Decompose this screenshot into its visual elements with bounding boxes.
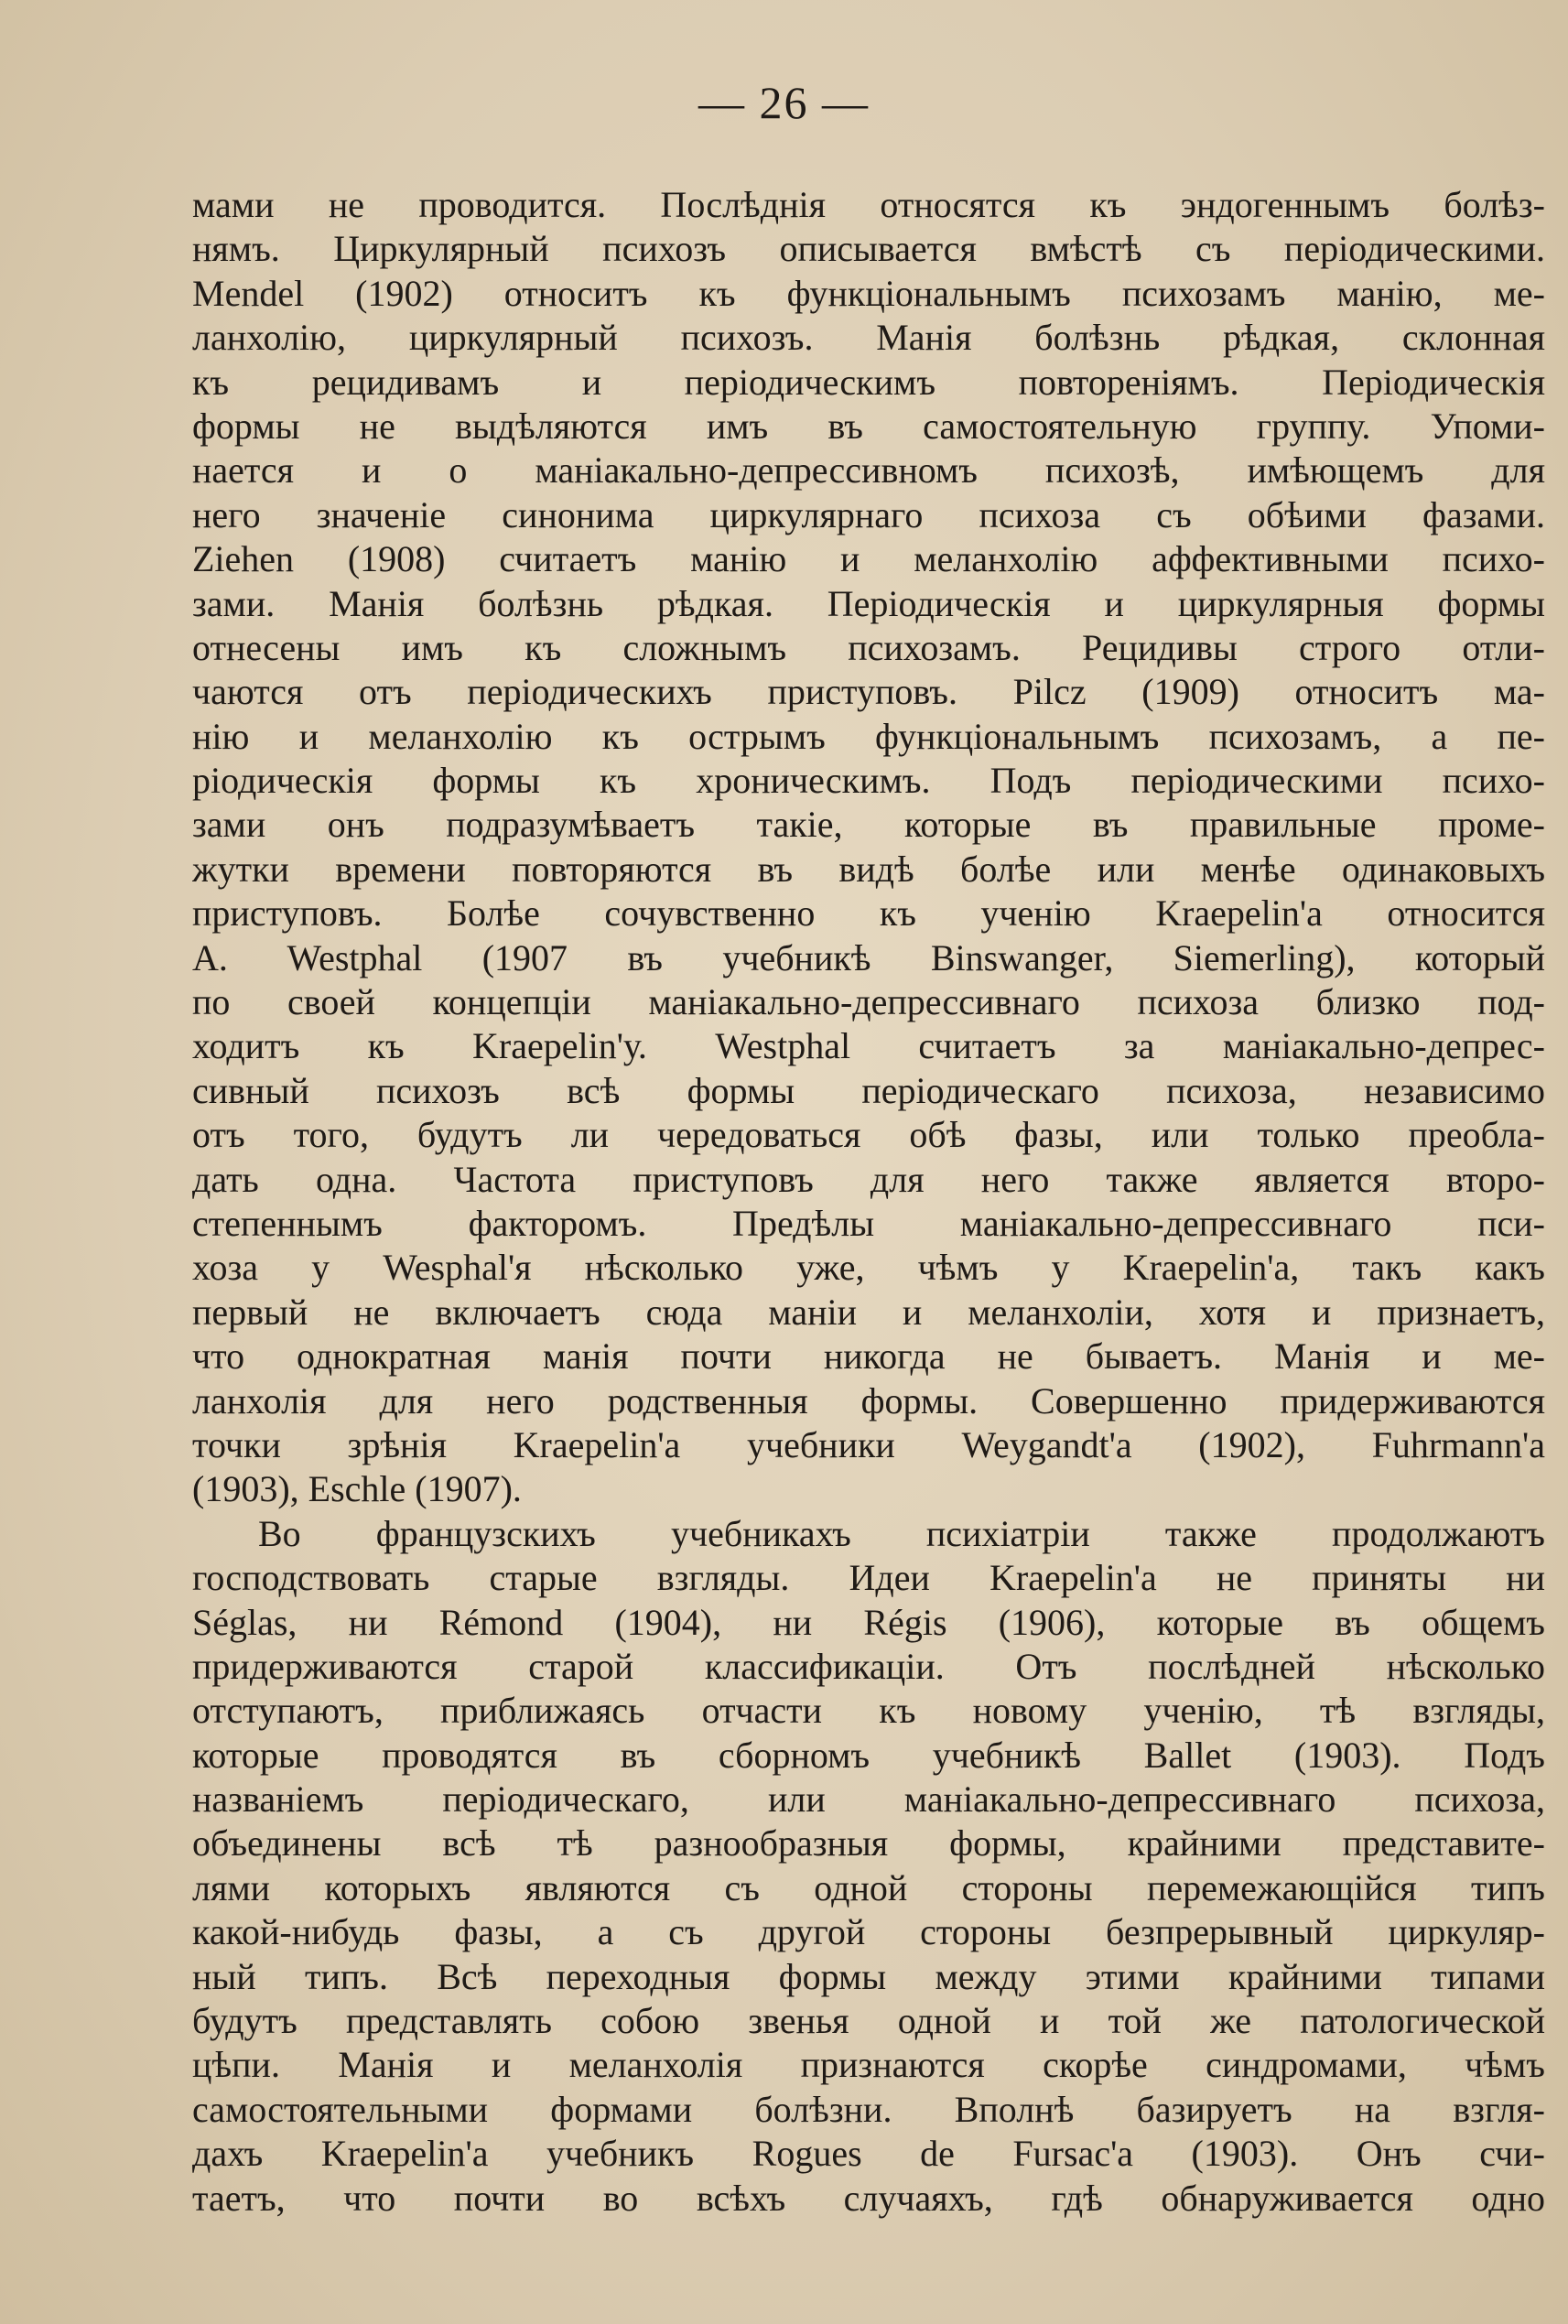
text-line: нается и о маніакально-депрессивномъ психозѣ, имѣющемъ для <box>192 449 1545 492</box>
text-line: дахъ Kraepelin'а учебникъ Rogues de Fursac'а (1903). Онъ счи- <box>192 2133 1545 2175</box>
text-line: Ziehen (1908) считаетъ манію и меланхолію аффективными психо- <box>192 538 1545 580</box>
text-line: мами не проводится. Послѣднія относятся къ эндогеннымъ болѣз- <box>192 184 1545 225</box>
text-line: ріодическія формы къ хроническимъ. Подъ періодическими психо- <box>192 760 1545 802</box>
text-line: него значеніе синонима циркулярнаго психоза съ обѣими фазами. <box>192 493 1545 535</box>
text-line: лями которыхъ являются съ одной стороны перемежающійся типъ <box>192 1866 1545 1908</box>
text-line: ланхолію, циркулярный психозъ. Манія болѣзнь рѣдкая, склонная <box>192 317 1545 359</box>
text-line: ный типъ. Всѣ переходныя формы между этими крайними типами <box>192 1955 1545 1997</box>
text-line: чаются отъ періодическихъ приступовъ. Pilcz (1909) относитъ ма- <box>192 671 1545 713</box>
text-line: объединены всѣ тѣ разнообразныя формы, крайними представите- <box>192 1822 1545 1865</box>
text-line: названіемъ періодическаго, или маніакально-депрессивнаго психоза, <box>192 1778 1545 1821</box>
text-line: придерживаются старой классификаціи. Отъ послѣдней нѣсколько <box>192 1645 1545 1687</box>
text-line: какой-нибудь фазы, а съ другой стороны безпрерывный циркуляр- <box>192 1911 1545 1953</box>
text-line: Во французскихъ учебникахъ психіатріи также продолжаютъ <box>258 1512 1545 1554</box>
text-line: къ рецидивамъ и періодическимъ повтореніямъ. Періодическія <box>192 361 1545 403</box>
text-line: зами. Манія болѣзнь рѣдкая. Періодическія и циркулярныя формы <box>192 582 1545 624</box>
text-line: дать одна. Частота приступовъ для него также является второ- <box>192 1158 1545 1200</box>
text-line: отступаютъ, приближаясь отчасти къ новому ученію, тѣ взгляды, <box>192 1690 1545 1732</box>
text-line: зами онъ подразумѣваетъ такіе, которые въ правильные проме- <box>192 804 1545 846</box>
text-line: отъ того, будутъ ли чередоваться обѣ фазы, или только преобла- <box>192 1114 1545 1156</box>
text-line: ланхолія для него родственныя формы. Совершенно придерживаются <box>192 1379 1545 1421</box>
text-line: отнесены имъ къ сложнымъ психозамъ. Рецидивы строго отли- <box>192 626 1545 668</box>
text-line: что однократная манія почти никогда не бываетъ. Манія и ме- <box>192 1335 1545 1378</box>
text-line: Séglas, ни Rémond (1904), ни Régis (1906), которые въ общемъ <box>192 1601 1545 1643</box>
text-line: нямъ. Циркулярный психозъ описывается вмѣстѣ съ періодическими. <box>192 228 1545 270</box>
page-number: — 26 — <box>698 77 870 128</box>
text-line: будутъ представлять собою звенья одной и той же патологической <box>192 2000 1545 2042</box>
text-line: точки зрѣнія Kraepelin'а учебники Weygandt'а (1902), Fuhrmann'а <box>192 1423 1545 1465</box>
text-line: формы не выдѣляются имъ въ самостоятельную группу. Упоми- <box>192 405 1545 447</box>
text-line: степеннымъ факторомъ. Предѣлы маніакально-депрессивнаго пси- <box>192 1202 1545 1244</box>
text-line: жутки времени повторяются въ видѣ болѣе или менѣе одинаковыхъ <box>192 848 1545 890</box>
text-line: A. Westphal (1907 въ учебникѣ Binswanger, Siemerling), который <box>192 936 1545 978</box>
text-line: господствовать старые взгляды. Идеи Kraepelin'а не приняты ни <box>192 1557 1545 1599</box>
text-line: нію и меланхолію къ острымъ функціональнымъ психозамъ, а пе- <box>192 715 1545 757</box>
text-line: ходитъ къ Kraepelin'у. Westphal считаетъ за маніакально-депрес- <box>192 1025 1545 1067</box>
text-line: таетъ, что почти во всѣхъ случаяхъ, гдѣ обнаруживается одно <box>192 2177 1545 2219</box>
text-line: Mendel (1902) относитъ къ функціональнымъ психозамъ манію, ме- <box>192 272 1545 314</box>
text-line: хоза у Wesphal'я нѣсколько уже, чѣмъ у Kraepelin'а, такъ какъ <box>192 1247 1545 1289</box>
text-line: самостоятельными формами болѣзни. Вполнѣ базируетъ на взгля- <box>192 2088 1545 2130</box>
text-line: которые проводятся въ сборномъ учебникѣ Ballet (1903). Подъ <box>192 1734 1545 1776</box>
text-line: цѣпи. Манія и меланхолія признаются скорѣе синдромами, чѣмъ <box>192 2044 1545 2086</box>
text-line: по своей концепціи маніакально-депрессивнаго психоза близко под- <box>192 981 1545 1023</box>
text-line: первый не включаетъ сюда маніи и меланхоліи, хотя и признаетъ, <box>192 1291 1545 1333</box>
body-text <box>192 183 1545 2221</box>
text-line: приступовъ. Болѣе сочувственно къ ученію Kraepelin'a относится <box>192 892 1545 935</box>
text-line: сивный психозъ всѣ формы періодическаго психоза, независимо <box>192 1069 1545 1111</box>
text-line: (1903), Eschle (1907). <box>192 1468 522 1510</box>
